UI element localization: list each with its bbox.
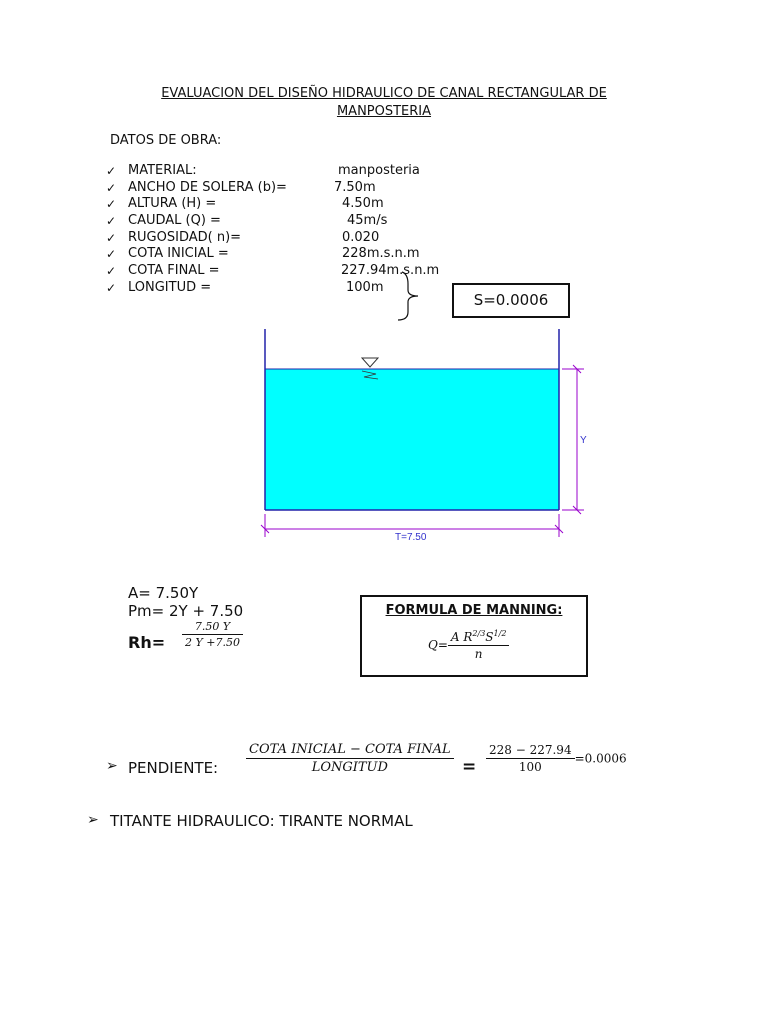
arrow-bullet-icon: ➢ [87, 812, 99, 828]
channel-cross-section-diagram [250, 325, 600, 550]
rh-fraction [182, 620, 243, 649]
datos-heading: DATOS DE OBRA: [110, 133, 222, 148]
datos-item-label: RUGOSIDAD( n)= [128, 230, 242, 245]
checkmark-icon: ✓ [106, 164, 117, 178]
checkmark-icon: ✓ [106, 214, 117, 228]
datos-item-label: COTA INICIAL = [128, 246, 229, 261]
manning-formula-box [360, 595, 588, 677]
document-title-line1: EVALUACION DEL DISEÑO HIDRAULICO DE CANAL RECTANGULAR DE [161, 86, 607, 101]
manning-heading: FORMULA DE MANNING: [385, 603, 563, 618]
datos-item-value: 100m [346, 280, 384, 295]
checkmark-icon: ✓ [106, 264, 117, 278]
rh-label: Rh= [128, 633, 166, 652]
document-title-line2: MANPOSTERIA [336, 104, 432, 119]
manning-denominator: n [474, 647, 483, 661]
curly-brace-icon [390, 270, 430, 325]
datos-item-value: 227.94m.s.n.m [341, 263, 440, 278]
arrow-bullet-icon: ➢ [106, 758, 118, 774]
manning-equation [428, 629, 509, 661]
perimeter-formula: Pm= 2Y + 7.50 [128, 602, 244, 620]
manning-lhs: Q= [428, 638, 448, 652]
pendiente-calculation [486, 743, 627, 774]
calc-denominator: 100 [518, 760, 542, 774]
checkmark-icon: ✓ [106, 181, 117, 195]
rh-numerator: 7.50 Y [182, 620, 243, 635]
datos-item-label: ALTURA (H) = [128, 196, 217, 211]
datos-item-value: 7.50m [334, 180, 376, 195]
pendiente-result: =0.0006 [574, 751, 627, 766]
datos-item-label: CAUDAL (Q) = [128, 213, 221, 228]
manning-numerator [448, 629, 510, 646]
datos-item-label: LONGITUD = [128, 280, 212, 295]
datos-item-label: ANCHO DE SOLERA (b)= [128, 180, 287, 195]
datos-item-value: manposteria [338, 163, 420, 178]
width-label: T=7.50 [395, 532, 427, 543]
manning-exp-r: 2/3 [472, 629, 486, 638]
rh-denominator: 2 Y +7.50 [185, 636, 240, 649]
checkmark-icon: ✓ [106, 197, 117, 211]
checkmark-icon: ✓ [106, 247, 117, 261]
depth-label: Y [580, 435, 587, 446]
pendiente-equals: = [462, 757, 477, 777]
datos-item-value: 228m.s.n.m [342, 246, 420, 261]
checkmark-icon: ✓ [106, 281, 117, 295]
pendiente-label: PENDIENTE: [128, 759, 219, 777]
pendiente-fraction [246, 742, 454, 775]
area-formula: A= 7.50Y [128, 584, 199, 602]
manning-ar: A R [450, 630, 473, 644]
slope-result-box: S=0.0006 [452, 283, 570, 318]
pendiente-numerator: COTA INICIAL − COTA FINAL [246, 742, 454, 759]
calc-numerator: 228 − 227.94 [486, 743, 575, 759]
manning-s: S [485, 630, 494, 644]
datos-item-value: 4.50m [342, 196, 384, 211]
tirante-heading: TITANTE HIDRAULICO: TIRANTE NORMAL [110, 812, 413, 830]
datos-item-value: 45m/s [347, 213, 388, 228]
datos-item-value: 0.020 [342, 230, 380, 245]
datos-item-label: COTA FINAL = [128, 263, 220, 278]
pendiente-denominator: LONGITUD [311, 760, 388, 775]
checkmark-icon: ✓ [106, 231, 117, 245]
manning-exp-s: 1/2 [493, 629, 507, 638]
water-area [265, 369, 559, 510]
datos-item-label: MATERIAL: [128, 163, 197, 178]
